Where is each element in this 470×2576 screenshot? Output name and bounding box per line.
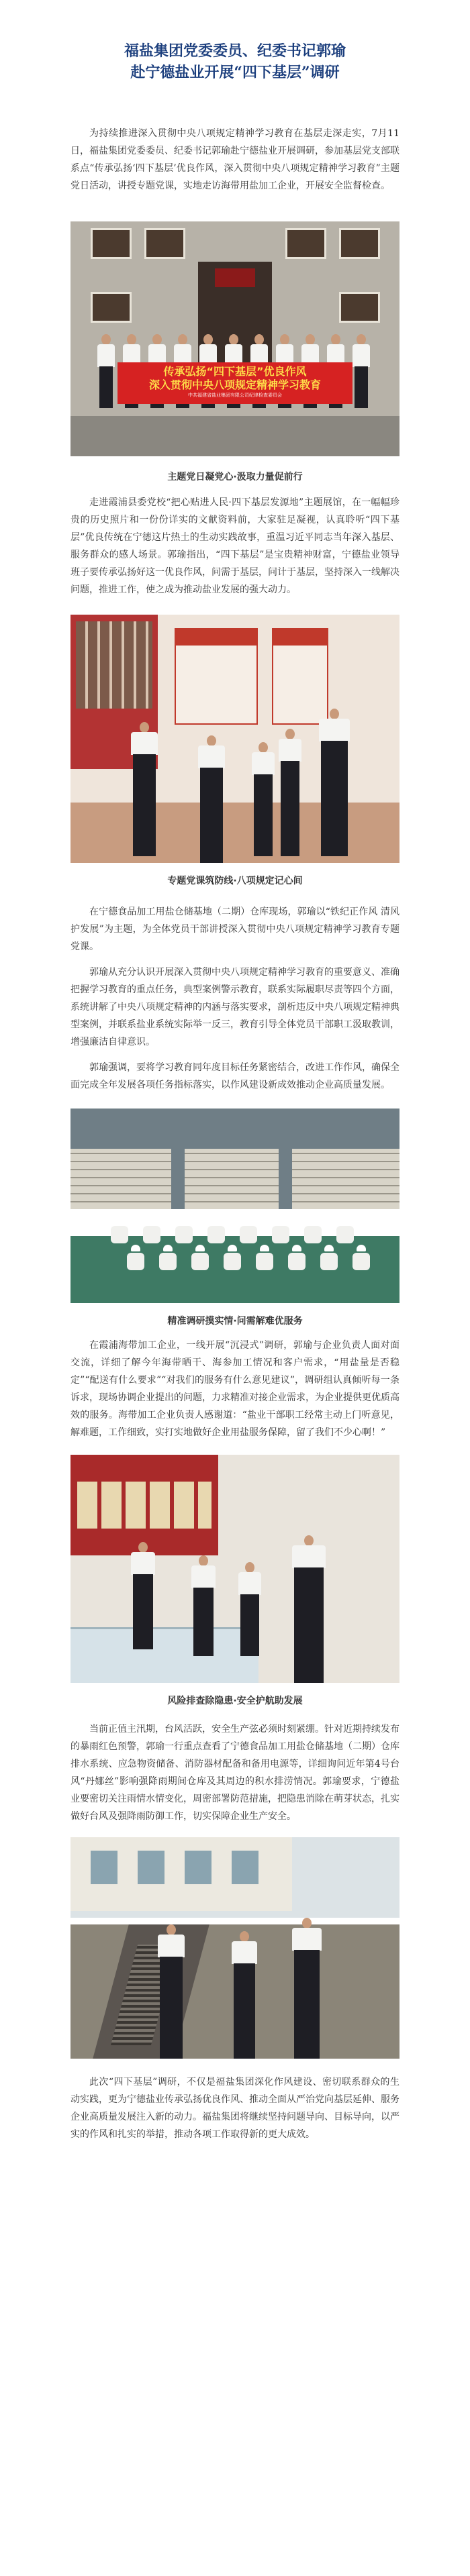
warehouse-building (70, 1837, 292, 1911)
helmet-figure (179, 1218, 189, 1225)
person-figure (292, 1918, 322, 2059)
person-figure (252, 742, 275, 856)
enterprise-visit-photo (70, 1455, 399, 1683)
section3-paragraph: 在霞浦海带加工企业，一线开展“沉浸式”调研，郭瑜与企业负责人面对面交流，详细了解今年海带晒干、海参加工情况和客户需求，“用盐量是否稳定”“配送有什么要求”“对我们的服务有什么意见建议”，调研组认真倾听每一条诉求，现场协调企业提出的问题，力求精准对接企业需求，为企业提供更优质高效的服务。海带加工企业负责人感谢道：“盐业干部职工经常主动上门听意见，解难题，工作细致，实打实地做好企业用盐服务保障，留了我们不少心啊！” (70, 1340, 399, 1438)
helmet-figure (244, 1218, 253, 1225)
seated-person (175, 1226, 193, 1243)
person-figure (158, 1924, 185, 2059)
seated-person (352, 1253, 370, 1270)
seated-person (256, 1253, 273, 1270)
intro-paragraph: 为持续推进深入贯彻中央八项规定精神学习教育在基层走深走实，7月11日，福盐集团党委委员、纪委书记郭瑜赴宁德盐业开展调研，参加基层党支部联系点“传承弘扬‘四下基层’优良作风，深入贯彻中央八项规定精神学习教育”主题党日活动，讲授专题党课，实地走访海带用盐加工企业，开展安全监督检查。 (70, 128, 399, 191)
helmet-figure (308, 1218, 318, 1225)
person-figure (279, 729, 301, 856)
person-figure (198, 735, 225, 863)
seated-person (288, 1253, 306, 1270)
section3-caption: 精准调研摸实情·问需解难优服务 (167, 1316, 303, 1327)
banner-line-2: 深入贯彻中央八项规定精神学习教育 (148, 378, 321, 391)
title-line-2: 赴宁德盐业开展“四下基层”调研 (130, 64, 340, 81)
helmet-figure (163, 1245, 173, 1251)
section4-caption: 风险排查除隐患·安全护航助发展 (167, 1696, 303, 1706)
person-figure (131, 1542, 155, 1649)
door-plaque (215, 268, 255, 287)
seated-person (191, 1253, 209, 1270)
helmet-figure (228, 1245, 237, 1251)
seated-person (272, 1226, 289, 1243)
group-photo (70, 221, 399, 456)
person-figure (191, 1555, 216, 1656)
article-body (70, 125, 399, 2143)
seated-person (207, 1226, 225, 1243)
red-banner (117, 362, 352, 404)
section4-paragraph: 当前正值主汛期，台风活跃，安全生产弦必须时刻紧绷。针对近期持续发布的暴雨红色预警，郭瑜一行重点查看了宁德食品加工用盐仓储基地（二期）仓库排水系统、应急物资储备、消防器材配备和备用电源等，详细询问近年第4号台风“丹娜丝”影响强降雨期间仓库及其周边的积水排涝情况。郭瑜要求，宁德盐业要密切关注雨情水情变化，周密部署防范措施，把隐患消除在萌芽状态，扎实做好台风及强降雨防御工作，切实保障企业生产安全。 (70, 1724, 399, 1822)
display-case (70, 1627, 258, 1683)
section1-paragraph: 走进霞浦县委党校“把心贴进人民·四下基层发源地”主题展馆，在一幅幅珍贵的历史照片和一份份详实的文献资料前，大家驻足凝视，认真聆听“四下基层”优良传统在宁德这片热土的生动实践故事，重温习近平同志当年深入基层、服务群众的感人场景。郭瑜指出，“四下基层”是宝贵精神财富，宁德盐业领导班子要传承弘扬好这一优良作风，问需于基层，问计于基层，坚持深入一线解决问题，推进工作，使之成为推动盐业发展的强大动力。 (70, 497, 399, 595)
helmet-figure (131, 1245, 140, 1251)
article-title (0, 0, 470, 83)
helmet-figure (195, 1245, 205, 1251)
exhibit-wall (70, 1455, 218, 1555)
section2-paragraph-3: 郭瑜强调，要将学习教育同年度目标任务紧密结合，改进工作作风，确保全面完成全年发展各项任务指标落实，以作风建设新成效推动企业高质量发展。 (70, 1062, 399, 1090)
helmet-figure (147, 1218, 156, 1225)
person-figure (131, 722, 158, 856)
section2-paragraph-2: 郭瑜从充分认识开展深入贯彻中央八项规定精神学习教育的重要意义、准确把握学习教育的重点任务，典型案例警示教育，联系实际履职尽责等四个方面，系统讲解了中央八项规定精神的内涵与落实要求，剖析违反中央八项规定精神典型案例，并联系盐业系统实际举一反三，教育引导全体党员干部职工汲取教训，增强廉洁自律意识。 (70, 967, 399, 1047)
display-board (175, 628, 258, 725)
seated-person (159, 1253, 177, 1270)
seated-person (111, 1226, 128, 1243)
seated-person (224, 1253, 241, 1270)
person-figure (352, 334, 370, 408)
closing-paragraph: 此次“四下基层”调研，不仅是福盐集团深化作风建设、密切联系群众的生动实践，更为宁德盐业传承弘扬优良作风、推动全面从严治党向基层延伸、服务企业高质量发展注入新的动力。福盐集团将继续坚持问题导向、目标导向，以严实的作风和扎实的举措，推动各项工作取得新的更大成效。 (70, 2077, 399, 2140)
section1-caption: 主题党日凝党心·汲取力量促前行 (167, 472, 303, 482)
title-line-1: 福盐集团党委委员、纪委书记郭瑜 (124, 42, 346, 60)
warehouse-lecture-photo (70, 1109, 399, 1303)
helmet-figure (292, 1245, 301, 1251)
seated-person (240, 1226, 257, 1243)
person-figure (238, 1562, 261, 1656)
seated-person (336, 1226, 354, 1243)
helmet-figure (340, 1218, 350, 1225)
seated-person (320, 1253, 338, 1270)
seated-person (127, 1253, 144, 1270)
section2-caption: 专题党课筑防线·八项规定记心间 (167, 876, 303, 886)
helmet-figure (211, 1218, 221, 1225)
seated-person (304, 1226, 322, 1243)
banner-sub: 中共福建省盐业集团有限公司纪律检查委员会 (188, 393, 282, 398)
banner-line-1: 传承弘扬“四下基层”优良作风 (163, 365, 307, 378)
helmet-figure (276, 1218, 285, 1225)
helmet-figure (357, 1245, 366, 1251)
exhibition-photo (70, 615, 399, 863)
person-figure (97, 334, 115, 408)
seated-person (143, 1226, 160, 1243)
section2-paragraph-1: 在宁德食品加工用盐仓储基地（二期）仓库现场，郭瑜以“铁纪正作风 清风护发展”为主题，为全体党员干部讲授深入贯彻中央八项规定精神学习教育专题党课。 (70, 907, 399, 952)
person-figure (232, 1931, 257, 2059)
safety-inspection-photo (70, 1837, 399, 2059)
helmet-figure (324, 1245, 334, 1251)
person-figure (319, 709, 350, 856)
helmet-figure (115, 1218, 124, 1225)
person-figure (292, 1535, 326, 1683)
helmet-figure (260, 1245, 269, 1251)
